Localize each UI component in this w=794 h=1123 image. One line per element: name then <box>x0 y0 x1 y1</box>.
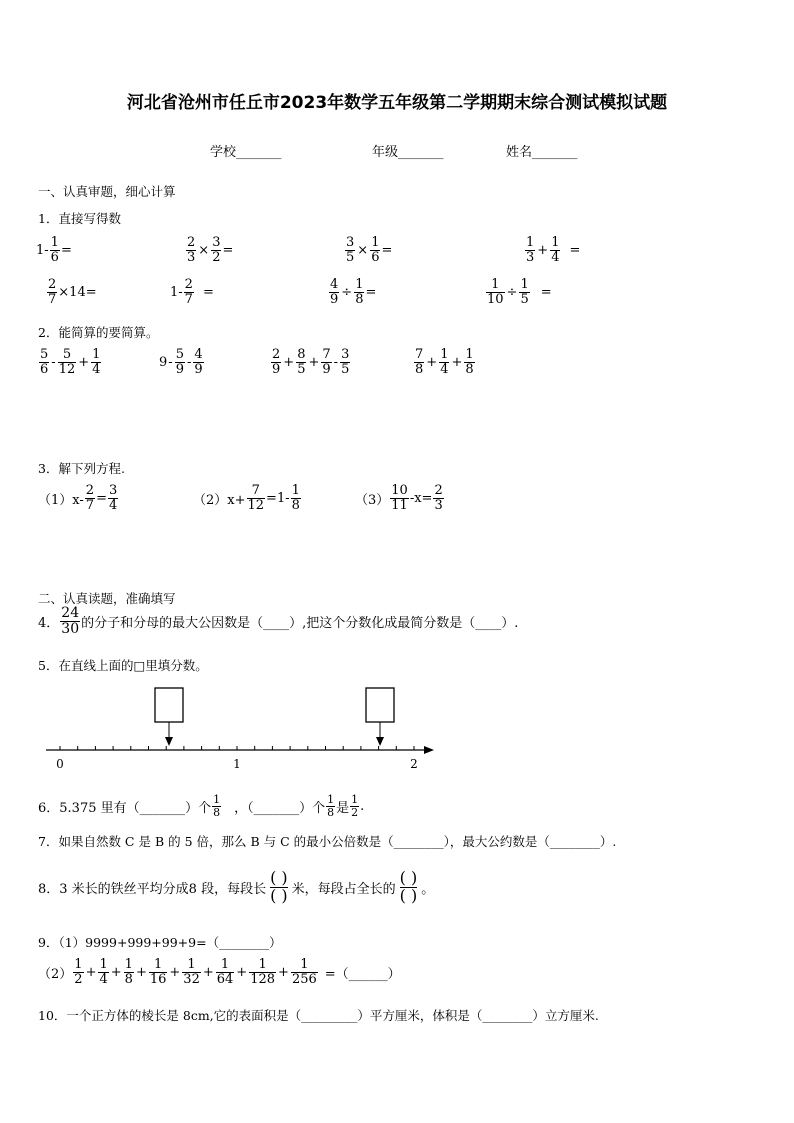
q2-expr-4: $\frac{7}{8}$ + $\frac{1}{4}$ + $\frac{1}{8}$ <box>415 347 474 377</box>
q3-label: 3．解下列方程. <box>38 461 125 476</box>
name-field: 姓名_______ <box>506 145 578 160</box>
page-title: 河北省沧州市任丘市2023年数学五年级第二学期期末综合测试模拟试题 <box>126 93 668 113</box>
q1-item-f: 1- $\frac{2}{7}$ = <box>170 277 214 307</box>
section-2-heading: 二、认真读题，准确填写 <box>38 591 176 606</box>
q2-expr-3: $\frac{2}{9}$ + $\frac{8}{5}$ + $\frac{7}{9}$ - $\frac{3}{5}$ <box>272 347 350 377</box>
q2-label: 2．能简算的要简算。 <box>38 325 159 340</box>
q9-part-2: （2） $\frac{1}{2}$ + $\frac{1}{4}$ + $\frac{1}{8}$ + $\frac{1}{16}$ + $\frac{1}{32}$ + $\frac{1}{64}$ + $\frac{1}{128}$ + $\frac{1}{256}$ =（______） <box>38 957 401 987</box>
answer-box-1[interactable] <box>155 688 183 722</box>
number-line-ticks <box>60 746 414 750</box>
q2-expr-2: 9 - $\frac{5}{9}$ - $\frac{4}{9}$ <box>159 347 203 377</box>
number-line <box>40 682 440 774</box>
section-1-heading: 一、认真审题，细心计算 <box>38 184 176 199</box>
q1-item-d: $\frac{1}{3}$ + $\frac{1}{4}$ = <box>526 235 581 265</box>
tick-label-0: 0 <box>56 757 64 771</box>
q5-label: 5．在直线上面的□里填分数。 <box>38 658 208 673</box>
tick-label-1: 1 <box>233 757 241 771</box>
school-field: 学校_______ <box>210 145 282 160</box>
q1-item-c: $\frac{3}{5}$ × $\frac{1}{6}$ = <box>346 235 393 265</box>
q7: 7．如果自然数 C 是 B 的 5 倍，那么 B 与 C 的最小公倍数是（________），最大公约数是（________）. <box>38 834 617 849</box>
q2-expr-1: $\frac{5}{6}$ - $\frac{5}{12}$ + $\frac{1}{4}$ <box>40 347 101 377</box>
q1-label: 1．直接写得数 <box>38 211 121 226</box>
grade-field: 年级_______ <box>372 145 444 160</box>
q1-item-g: $\frac{4}{9}$ ÷ $\frac{1}{8}$ = <box>330 277 377 307</box>
q8: 8．3 米长的铁丝平均分成8 段，每段长 ( ) ( ) 米，每段占全长的 ( ) ( ) 。 <box>38 868 435 905</box>
q4: 4． $\frac{24}{30}$ 的分子和分母的最大公因数是（____）,把这个分数化成最简分数是（____）. <box>38 605 519 637</box>
q1-item-h: $\frac{1}{10}$ ÷ $\frac{1}{5}$ = <box>487 277 552 307</box>
answer-box-2[interactable] <box>366 688 394 722</box>
q9-part-1: 9．（1）9999+999+99+9=（________） <box>38 935 282 950</box>
q3-equation-3: （3） $\frac{10}{11}$ -x= $\frac{2}{3}$ <box>355 483 443 513</box>
q3-equation-1: （1）x- $\frac{2}{7}$ = $\frac{3}{4}$ <box>38 483 118 513</box>
q1-item-b: $\frac{2}{3}$ × $\frac{3}{2}$ = <box>187 235 234 265</box>
q10: 10．一个正方体的棱长是 8cm,它的表面积是（_________）平方厘米，体积是（________）立方厘米. <box>38 1008 599 1023</box>
q1-item-e: $\frac{2}{7}$ ×14 = <box>48 277 97 307</box>
tick-label-2: 2 <box>410 757 418 771</box>
q6: 6．5.375 里有（_______）个 $\frac{1}{8}$ ，（_______）个 $\frac{1}{8}$ 是 $\frac{1}{2}$ . <box>38 793 365 819</box>
q3-equation-2: （2）x+ $\frac{7}{12}$ =1- $\frac{1}{8}$ <box>193 483 300 513</box>
q1-item-a: 1- $\frac{1}{6}$ = <box>36 235 72 265</box>
